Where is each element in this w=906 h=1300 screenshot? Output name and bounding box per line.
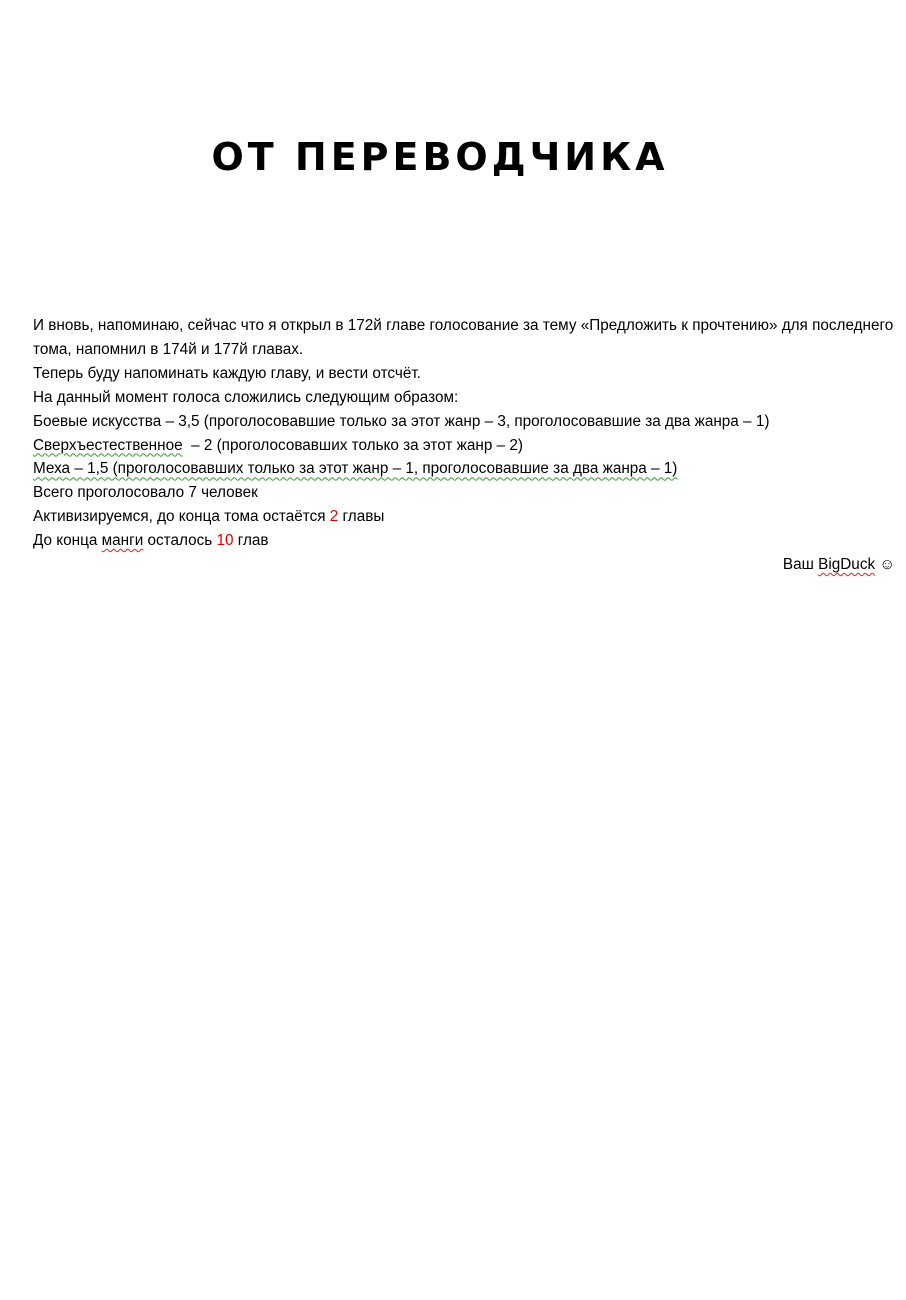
signature-name: BigDuck [818,556,876,574]
vote-martial-arts: Боевые искусства – 3,5 (проголосовавшие только за этот жанр – 3, проголосовавшие за два жанра – 1) [33,412,770,430]
mecha-text: Меха – 1,5 (проголосовавших только за этот жанр – 1, проголосовавшие за два жанра – 1) [33,460,678,478]
votes-intro-line: На данный момент голоса сложились следующим образом: [33,388,459,406]
volume-suffix: главы [338,508,385,526]
document-body [33,314,895,577]
volume-prefix: Активизируемся, до конца тома остаётся [33,508,330,526]
vote-mecha [33,457,895,481]
counting-line: Теперь буду напоминать каждую главу, и вести отсчёт. [33,364,421,382]
vote-supernatural [33,434,895,458]
manga-count: 10 [216,532,234,550]
supernatural-label: Сверхъестественное [33,436,183,454]
manga-middle: осталось [143,532,217,550]
volume-count: 2 [329,508,339,526]
manga-suffix: глав [233,532,269,550]
total-voted-line: Всего проголосовало 7 человек [33,484,258,502]
manga-prefix: До конца [33,532,102,550]
signature [33,553,895,577]
smiley-icon: ☺ [875,556,895,574]
page-title: ОТ ПЕРЕВОДЧИКА [211,135,669,179]
volume-remaining-line [33,505,895,529]
intro-paragraph: И вновь, напоминаю, сейчас что я открыл в 172й главе голосование за тему «Предложить к прочтению» для последнего тома, напомнил в 174й и 177й главах. [33,317,894,358]
manga-remaining-line [33,529,895,553]
supernatural-rest: – 2 (проголосовавших только за этот жанр – 2) [182,436,523,454]
manga-word: манги [101,532,144,550]
signature-prefix: Ваш [782,556,819,574]
